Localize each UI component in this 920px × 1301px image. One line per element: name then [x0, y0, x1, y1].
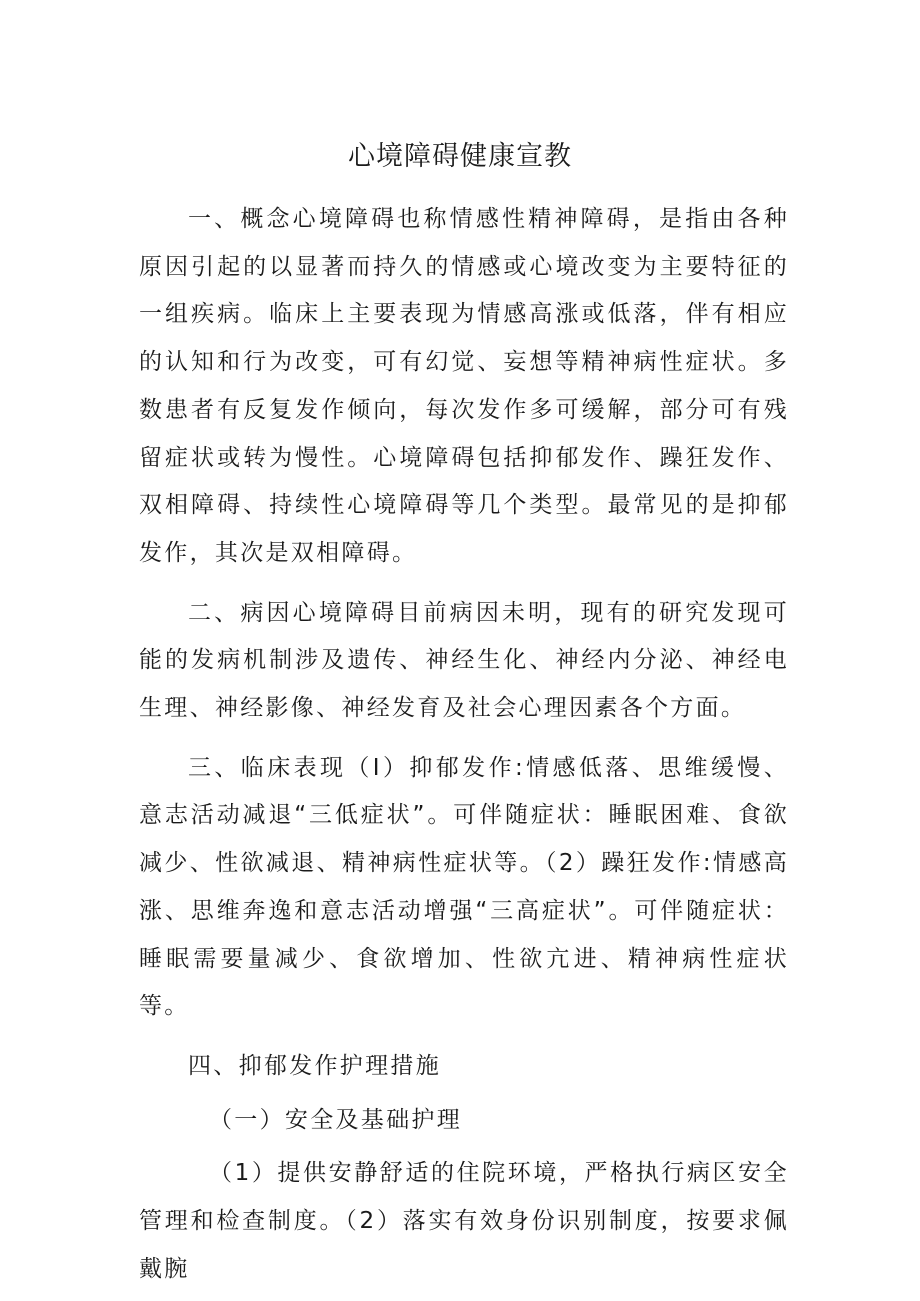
paragraph-clinical: 三、临床表现（I）抑郁发作:情感低落、思维缓慢、意志活动减退“三低症状”。可伴随症状：睡眠困难、食欲减少、性欲减退、精神病性症状等。（2）躁狂发作:情感高涨、思维奔逸和意志活动增强“三高症状”。可伴随症状：睡眠需要量减少、食欲增加、性欲亢进、精神病性症状等。 — [139, 754, 789, 1020]
heading-nursing-measures: 四、抑郁发作护理措施 — [188, 1052, 441, 1079]
paragraph-safety-care: （1）提供安静舒适的住院环境，严格执行病区安全管理和检查制度。（2）落实有效身份识别制度，按要求佩戴腕 — [139, 1160, 789, 1282]
document-title: 心境障碍健康宣教 — [348, 141, 572, 172]
document-body — [139, 196, 789, 1293]
paragraph-cause: 二、病因心境障碍目前病因未明，现有的研究发现可能的发病机制涉及遗传、神经生化、神经内分泌、神经电生理、神经影像、神经发育及社会心理因素各个方面。 — [139, 599, 789, 722]
heading-safety-basic-care: （一）安全及基础护理 — [209, 1106, 462, 1133]
paragraph-concept: 一、概念心境障碍也称情感性精神障碍，是指由各种原因引起的以显著而持久的情感或心境改变为主要特征的一组疾病。临床上主要表现为情感高涨或低落，伴有相应的认知和行为改变，可有幻觉、妄想等精神病性症状。多数患者有反复发作倾向，每次发作多可缓解，部分可有残留症状或转为慢性。心境障碍包括抑郁发作、躁狂发作、双相障碍、持续性心境障碍等几个类型。最常见的是抑郁发作，其次是双相障碍。 — [139, 206, 789, 566]
